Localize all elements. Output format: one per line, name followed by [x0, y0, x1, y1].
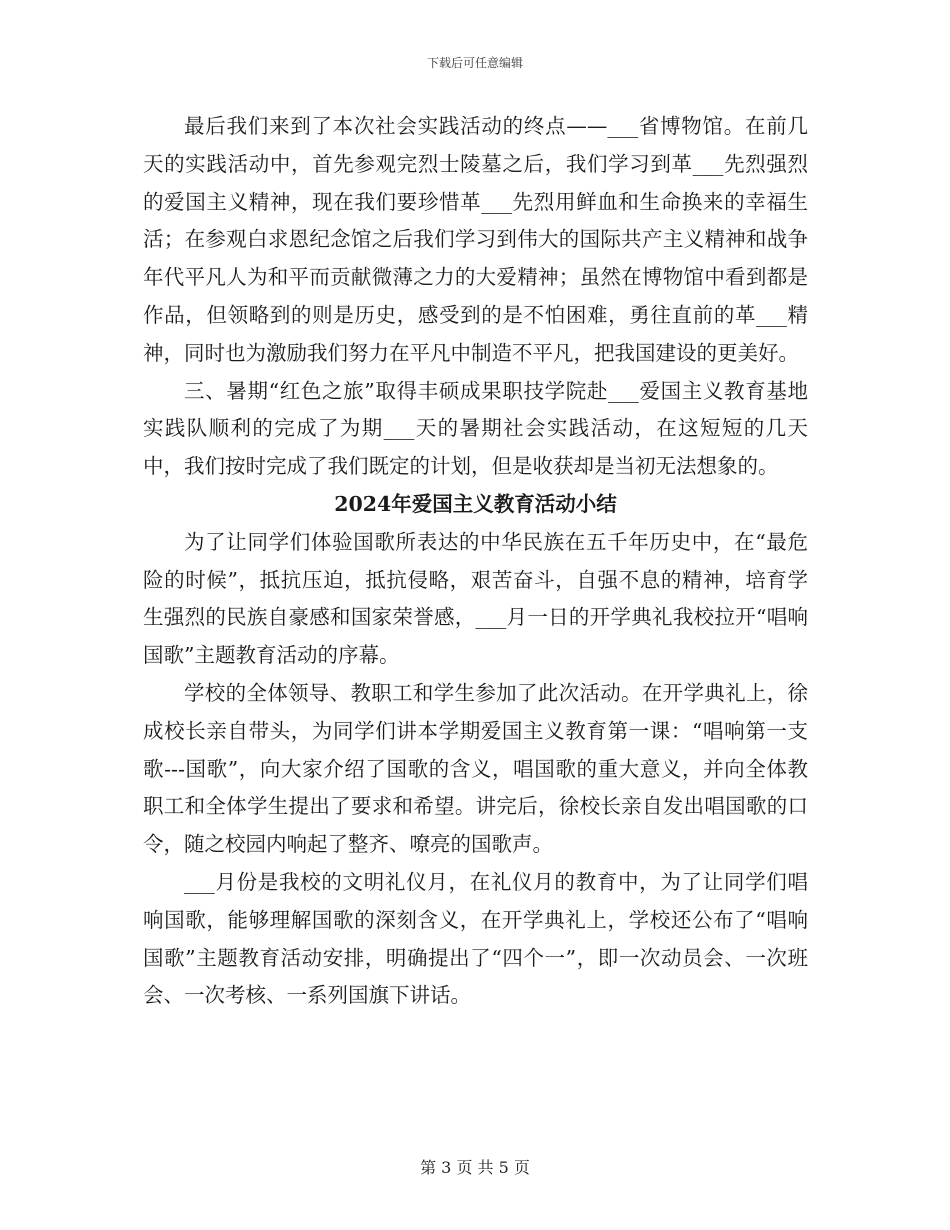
page-number-footer: 第 3 页 共 5 页 [420, 1158, 530, 1177]
paragraph-museum-visit: 最后我们来到了本次社会实践活动的终点——___省博物馆。在前几天的实践活动中，首先参观完烈士陵墓之后，我们学习到革___先烈强烈的爱国主义精神，现在我们要珍惜革___先烈用鲜血和生命换来的幸福生活；在参观白求恩纪念馆之后我们学习到伟大的国际共产主义精神和战争年代平凡人为和平而贡献微薄之力的大爱精神；虽然在博物馆中看到都是作品，但领略到的则是历史，感受到的是不怕困难，勇往直前的革___精神，同时也为激励我们努力在平凡中制造不平凡，把我国建设的更美好。 [143, 114, 808, 365]
document-body [143, 108, 808, 1015]
header-note: 下载后可任意编辑 [426, 56, 523, 70]
section-title: 2024年爱国主义教育活动小结 [334, 491, 617, 516]
paragraph-red-tour-results: 三、暑期“红色之旅”取得丰硕成果职技学院赴___爱国主义教育基地实践队顺利的完成了为期___天的暑期社会实践活动，在这短短的几天中，我们按时完成了我们既定的计划，但是收获却是当初无法想象的。 [143, 378, 808, 479]
paragraph-etiquette-month: ___月份是我校的文明礼仪月，在礼仪月的教育中，为了让同学们唱响国歌，能够理解国歌的深刻含义，在开学典礼上，学校还公布了“唱响国歌”主题教育活动安排，明确提出了“四个一”，即一次动员会、一次班会、一次考核、一系列国旗下讲话。 [143, 869, 808, 1008]
paragraph-anthem-purpose: 为了让同学们体验国歌所表达的中华民族在五千年历史中，在“最危险的时候”，抵抗压迫，抵抗侵略，艰苦奋斗，自强不息的精神，培育学生强烈的民族自豪感和国家荣誉感，___月一日的开学典礼我校拉开“唱响国歌”主题教育活动的序幕。 [143, 529, 808, 668]
paragraph-opening-ceremony: 学校的全体领导、教职工和学生参加了此次活动。在开学典礼上，徐成校长亲自带头，为同学们讲本学期爱国主义教育第一课：“唱响第一支歌---国歌”，向大家介绍了国歌的含义，唱国歌的重大意义，并向全体教职工和全体学生提出了要求和希望。讲完后，徐校长亲自发出唱国歌的口令，随之校园内响起了整齐、嘹亮的国歌声。 [143, 680, 808, 857]
